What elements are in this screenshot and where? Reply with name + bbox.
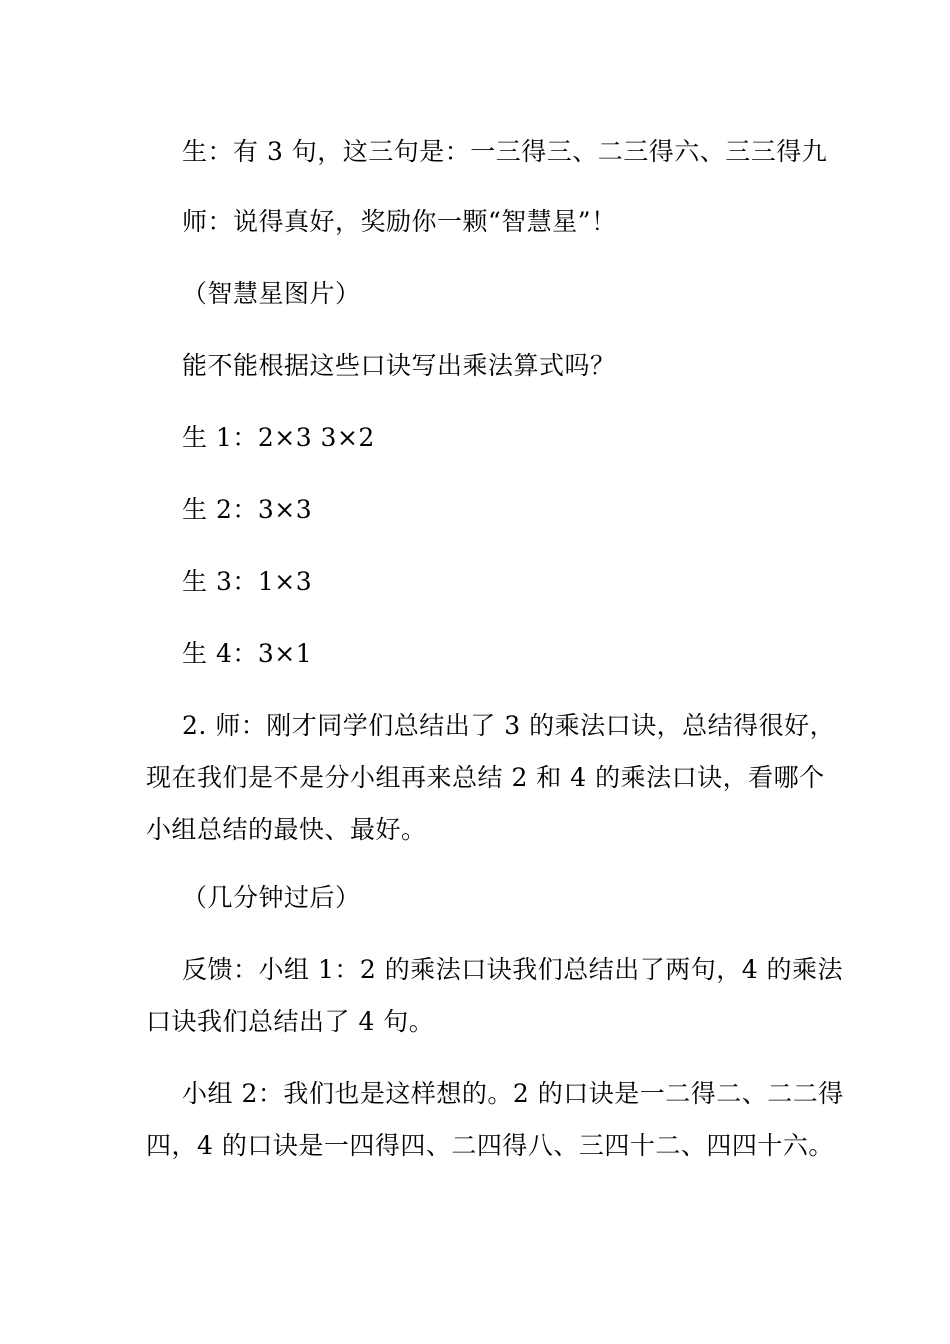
paragraph-line: 小组总结的最快、最好。	[146, 815, 427, 844]
paragraph-line: 小组 2：我们也是这样想的。2 的口诀是一二得二、二二得	[182, 1079, 844, 1108]
paragraph-line: （几分钟过后）	[182, 883, 361, 912]
paragraph-line: 口诀我们总结出了 4 句。	[146, 1007, 435, 1036]
paragraph-line: 生 2：3×3	[182, 495, 313, 524]
paragraph-line: 四，4 的口诀是一四得四、二四得八、三四十二、四四十六。	[146, 1131, 834, 1160]
paragraph-line: 能不能根据这些口诀写出乘法算式吗？	[182, 351, 616, 380]
paragraph-line: 2. 师：刚才同学们总结出了 3 的乘法口诀，总结得很好，	[182, 711, 836, 740]
paragraph-line: 反馈：小组 1：2 的乘法口诀我们总结出了两句，4 的乘法	[182, 955, 844, 984]
paragraph-line: 生 1：2×3 3×2	[182, 423, 375, 452]
paragraph-line: 生：有 3 句，这三句是：一三得三、二三得六、三三得九	[182, 137, 828, 166]
paragraph-line: 生 3：1×3	[182, 567, 313, 596]
paragraph-line: （智慧星图片）	[182, 279, 361, 308]
paragraph-line: 师：说得真好，奖励你一颗“智慧星”！	[182, 207, 617, 236]
paragraph-line: 现在我们是不是分小组再来总结 2 和 4 的乘法口诀，看哪个	[146, 763, 825, 792]
paragraph-line: 生 4：3×1	[182, 639, 313, 668]
